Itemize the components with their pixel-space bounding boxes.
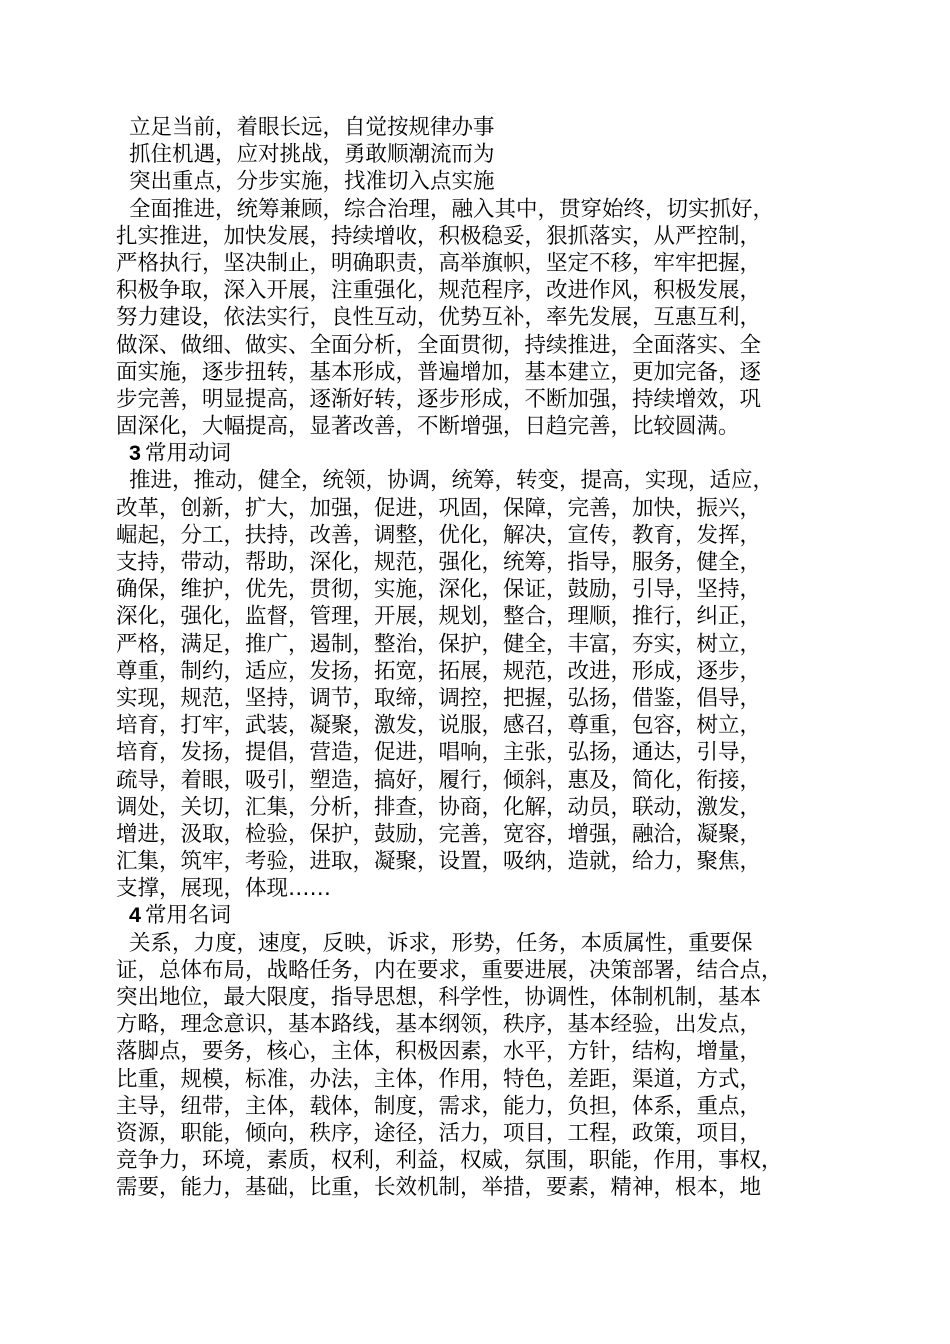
paragraph-line: 严格执行，坚决制止，明确职责，高举旗帜，坚定不移，牢牢把握， [116,250,762,276]
intro-line: 立足当前，着眼长远，自觉按规律办事 [129,115,495,140]
verb-line: 深化，强化，监督，管理，开展，规划，整合，理顺，推行，纠正， [116,604,762,630]
verb-line: 推进，推动，健全，统领，协调，统筹，转变，提高，实现，适应， [129,468,775,494]
verb-line: 支撑，展现，体现…… [116,876,332,902]
paragraph-line: 全面推进，统筹兼顾，综合治理，融入其中，贯穿始终，切实抓好， [129,196,775,222]
noun-line: 突出地位，最大限度，指导思想，科学性，协调性，体制机制，基本 [116,985,762,1010]
verb-line: 尊重，制约，适应，发扬，拓宽，拓展，规范，改进，形成，逐步， [116,658,762,684]
section-number: 3 [129,441,141,466]
verb-line: 调处，关切，汇集，分析，排查，协商，化解，动员，联动，激发， [116,794,762,820]
verb-line: 崛起，分工，扶持，改善，调整，优化，解决，宣传，教育，发挥， [116,522,762,548]
verb-line: 确保，维护，优先，贯彻，实施，深化，保证，鼓励，引导，坚持， [116,577,762,603]
verb-line: 培育，打牢，武装，凝聚，激发，说服，感召，尊重，包容，树立， [116,713,762,739]
section-heading-verbs [116,440,846,467]
paragraph-line: 步完善，明显提高，逐渐好转，逐步形成，不断加强，持续增效，巩 [116,386,762,412]
verb-line: 支持，带动，帮助，深化，规范，强化，统筹，指导，服务，健全， [116,550,762,575]
paragraph-line: 做深、做细、做实、全面分析，全面贯彻，持续推进，全面落实、全 [116,332,762,358]
noun-line: 竞争力，环境，素质，权利，利益，权威，氛围，职能，作用，事权， [116,1148,783,1174]
noun-line: 资源，职能，倾向，秩序，途径，活力，项目，工程，政策，项目， [116,1120,762,1146]
verb-line: 实现，规范，坚持，调节，取缔，调控，把握，弘扬，借鉴，倡导， [116,685,762,711]
noun-line: 落脚点，要务，核心，主体，积极因素，水平，方针，结构，增量， [116,1039,762,1065]
noun-line: 证，总体布局，战略任务，内在要求，重要进展，决策部署，结合点， [116,957,783,983]
verb-line: 改革，创新，扩大，加强，促进，巩固，保障，完善，加快，振兴， [116,495,762,521]
noun-line: 比重，规模，标准，办法，主体，作用，特色，差距，渠道，方式， [116,1066,762,1092]
verb-line: 严格，满足，推广，遏制，整治，保护，健全，丰富，夯实，树立， [116,631,762,657]
section-title: 常用名词 [144,903,231,929]
section-title: 常用动词 [144,441,231,467]
paragraph-line: 固深化，大幅提高，显著改善，不断增强，日趋完善，比较圆满。 [116,414,740,440]
noun-line: 关系，力度，速度，反映，诉求，形势，任务，本质属性，重要保 [129,930,753,956]
section-heading-nouns [116,902,846,929]
noun-line: 方略，理念意识，基本路线，基本纲领，秩序，基本经验，出发点， [116,1012,762,1038]
intro-line: 抓住机遇，应对挑战，勇敢顺潮流而为 [129,142,495,168]
paragraph-line: 努力建设，依法实行，良性互动，优势互补，率先发展，互惠互利， [116,305,762,331]
verb-line: 疏导，着眼，吸引，塑造，搞好，履行，倾斜，惠及，简化，衔接， [116,767,762,793]
document-text [116,114,846,1202]
noun-line: 主导，纽带，主体，载体，制度，需求，能力，负担，体系，重点， [116,1093,762,1119]
paragraph-line: 扎实推进，加快发展，持续增收，积极稳妥，狠抓落实，从严控制， [116,223,762,249]
intro-line: 突出重点，分步实施，找准切入点实施 [129,169,495,195]
verb-line: 增进，汲取，检验，保护，鼓励，完善，宽容，增强，融洽，凝聚， [116,821,762,847]
noun-line: 需要，能力，基础，比重，长效机制，举措，要素，精神，根本，地 [116,1175,762,1201]
verb-line: 汇集，筑牢，考验，进取，凝聚，设置，吸纳，造就，给力，聚焦， [116,849,762,875]
paragraph-line: 面实施，逐步扭转，基本形成，普遍增加，基本建立，更加完备，逐 [116,359,762,385]
verb-line: 培育，发扬，提倡，营造，促进，唱响，主张，弘扬，通达，引导， [116,740,762,766]
paragraph-line: 积极争取，深入开展，注重强化，规范程序，改进作风，积极发展， [116,278,762,304]
section-number: 4 [129,903,141,928]
